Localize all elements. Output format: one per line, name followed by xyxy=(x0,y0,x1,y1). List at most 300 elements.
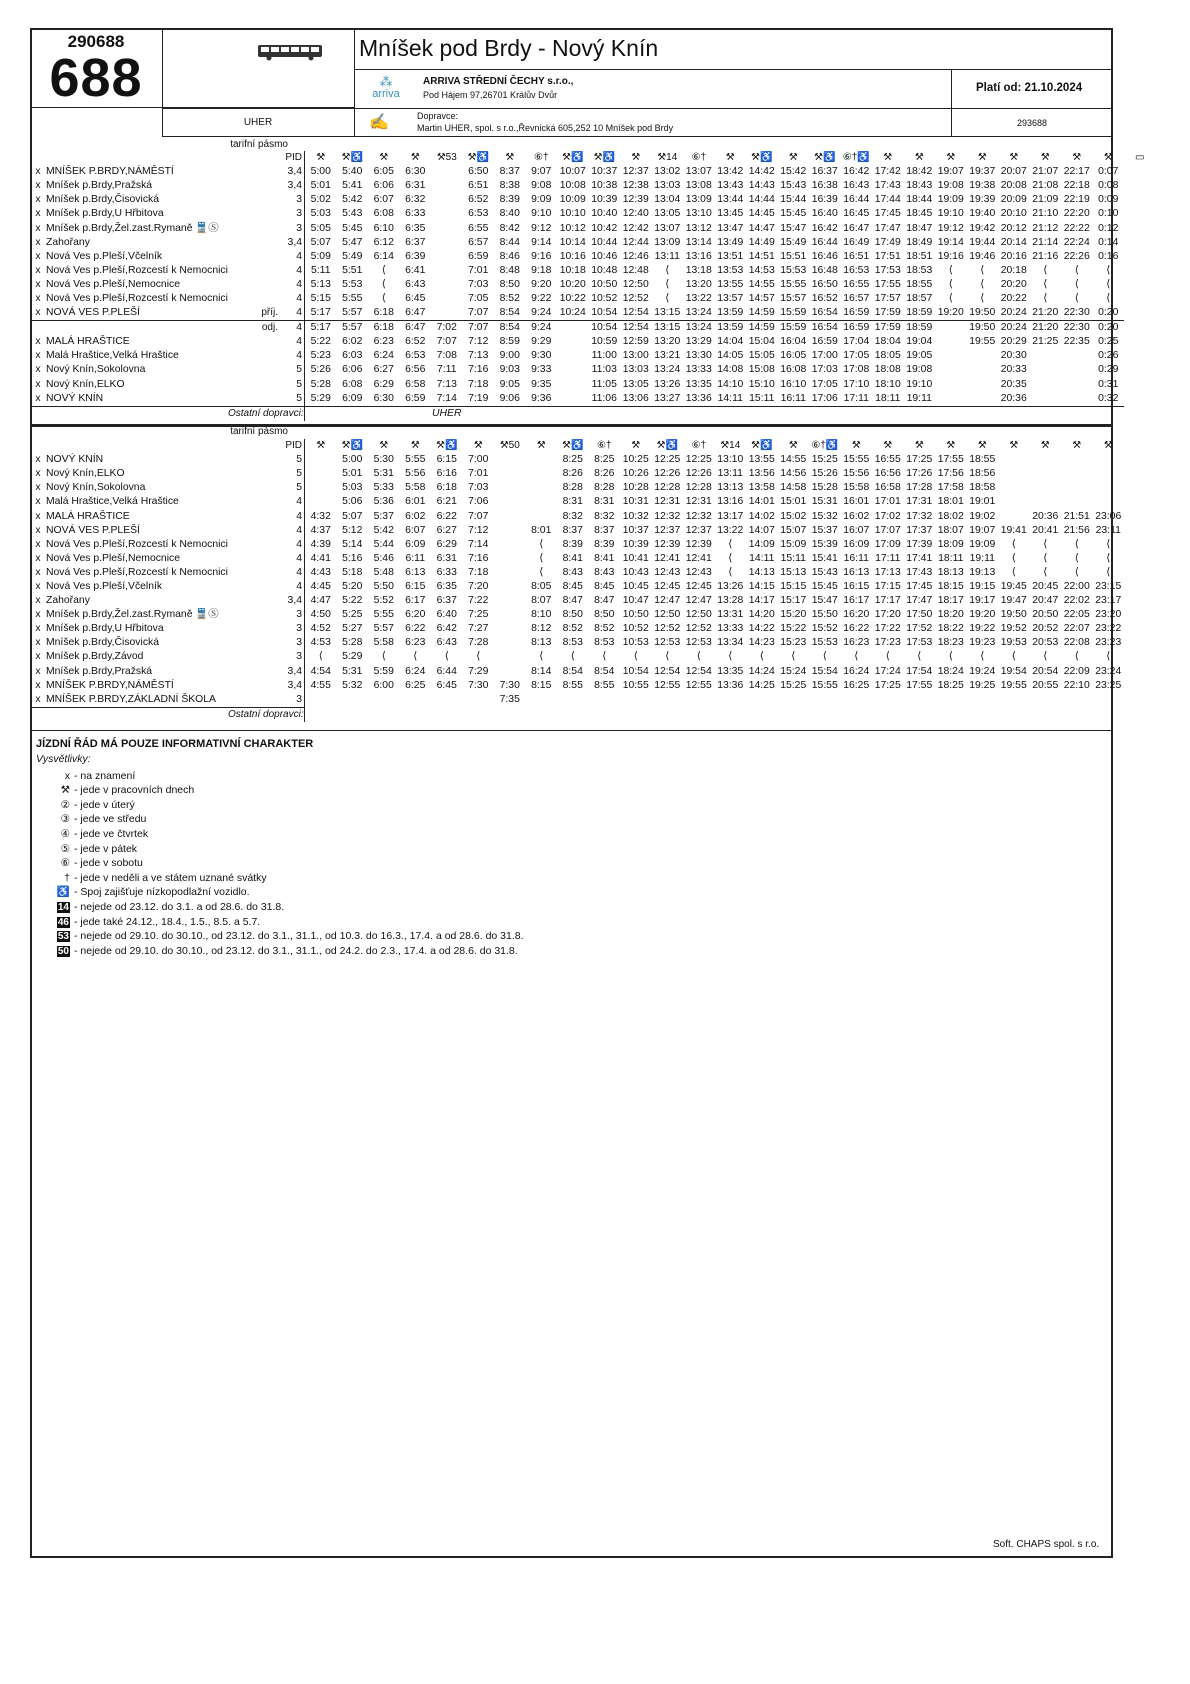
departure-time: ⟨ xyxy=(1074,566,1079,578)
departure-time xyxy=(746,693,778,708)
departure-time: 20:52 xyxy=(1032,623,1059,635)
departure-time: 5:26 xyxy=(310,364,331,376)
departure-time xyxy=(305,495,337,509)
departure-time: 5:00 xyxy=(342,454,363,466)
departure-time: 5:40 xyxy=(342,166,363,178)
stop-name: Nový Knín,ELKO xyxy=(46,378,125,390)
tariff-zone: 5 xyxy=(278,467,305,481)
departure-time: 5:09 xyxy=(310,250,331,262)
stop-name: MNÍŠEK P.BRDY,NÁMĚSTÍ xyxy=(46,679,174,691)
departure-time: 14:17 xyxy=(748,595,775,607)
departure-time: 13:49 xyxy=(717,236,744,248)
trip-symbol: ⚒ xyxy=(316,440,326,452)
arr-dep-label xyxy=(228,250,278,264)
departure-time xyxy=(1061,349,1093,363)
departure-time: 7:20 xyxy=(468,580,489,592)
departure-time: 10:42 xyxy=(591,222,618,234)
legend-title: Vysvětlivky: xyxy=(36,753,91,765)
departure-time: 4:52 xyxy=(310,623,331,635)
legend-item xyxy=(36,769,524,784)
departure-time: 15:31 xyxy=(811,496,838,508)
departure-time: 0:20 xyxy=(1098,307,1119,319)
departure-time: 16:45 xyxy=(843,208,870,220)
departure-time: 15:13 xyxy=(780,566,807,578)
departure-time: 9:06 xyxy=(499,392,520,404)
departure-time: 17:00 xyxy=(811,350,838,362)
departure-time: 8:52 xyxy=(594,623,615,635)
departure-time: 4:41 xyxy=(310,552,331,564)
departure-time: 10:14 xyxy=(559,236,586,248)
departure-time: 18:58 xyxy=(969,482,996,494)
departure-time: 19:39 xyxy=(969,194,996,206)
departure-time: 19:47 xyxy=(1000,595,1027,607)
request-stop-mark: x xyxy=(35,468,41,480)
arr-dep-label xyxy=(228,524,278,538)
departure-time: 17:55 xyxy=(906,679,933,691)
line-number-box xyxy=(30,28,163,108)
stop-name: Nový Knín,ELKO xyxy=(46,468,125,480)
departure-time: 19:23 xyxy=(969,637,996,649)
departure-time: 18:56 xyxy=(969,468,996,480)
departure-time: 19:38 xyxy=(969,180,996,192)
tariff-zone: 4 xyxy=(278,335,305,349)
trip-symbol: ⚒ xyxy=(410,152,420,164)
departure-time: 17:32 xyxy=(906,510,933,522)
departure-time: 23:17 xyxy=(1095,595,1122,607)
departure-time xyxy=(998,509,1030,523)
departure-time: 12:54 xyxy=(620,321,652,336)
departure-time: 17:43 xyxy=(906,566,933,578)
departure-time: 5:58 xyxy=(373,637,394,649)
departure-time: ⟨ xyxy=(1106,566,1111,578)
departure-time: 18:53 xyxy=(906,264,933,276)
departure-time: 17:59 xyxy=(874,307,901,319)
departure-time: 5:57 xyxy=(337,321,369,336)
line-code: 290688 xyxy=(67,32,125,51)
departure-time: 12:25 xyxy=(654,454,681,466)
departure-time: 6:22 xyxy=(405,623,426,635)
legend-box-symbol: 14 xyxy=(57,901,69,913)
departure-time: 19:10 xyxy=(937,208,964,220)
departure-time xyxy=(431,264,463,278)
departure-time: 20:36 xyxy=(1000,392,1027,404)
departure-time xyxy=(494,650,526,664)
departure-time: 18:04 xyxy=(874,336,901,348)
departure-time: 16:57 xyxy=(843,292,870,304)
departure-time: 6:14 xyxy=(373,250,394,262)
departure-time: 18:01 xyxy=(937,496,964,508)
departure-time: 15:11 xyxy=(749,392,775,404)
table-row xyxy=(30,292,1156,306)
departure-time: 5:58 xyxy=(405,482,426,494)
departure-time: 20:53 xyxy=(1032,637,1059,649)
arr-dep-label xyxy=(228,179,278,193)
departure-time xyxy=(1093,495,1125,509)
departure-time xyxy=(431,278,463,292)
stop-name: Nový Knín,Sokolovna xyxy=(46,482,146,494)
departure-time: 8:43 xyxy=(562,566,583,578)
departure-time: 20:22 xyxy=(1000,292,1027,304)
departure-time xyxy=(683,693,715,708)
departure-time: 17:04 xyxy=(843,336,870,348)
other-carrier xyxy=(557,406,589,421)
departure-time: ⟨ xyxy=(381,651,386,663)
departure-time: 17:51 xyxy=(874,250,901,262)
departure-time: ⟨ xyxy=(476,651,481,663)
trip-symbol: ⚒♿ xyxy=(751,440,773,452)
departure-time: 8:38 xyxy=(499,180,520,192)
departure-time: 12:46 xyxy=(622,250,649,262)
trip-symbol: ⚒♿ xyxy=(436,440,458,452)
departure-time: 12:41 xyxy=(654,552,681,564)
trip-symbol: ⚒ xyxy=(473,440,483,452)
trip-symbol: ⚒ xyxy=(536,440,546,452)
departure-time: 19:13 xyxy=(969,566,996,578)
trip-symbol: ⚒ xyxy=(725,152,735,164)
departure-time: 16:22 xyxy=(843,623,870,635)
departure-time: 12:52 xyxy=(654,623,681,635)
departure-time: 8:28 xyxy=(562,482,583,494)
legend-item xyxy=(36,885,524,900)
departure-time: 14:15 xyxy=(748,580,775,592)
other-carrier xyxy=(620,406,652,421)
departure-time xyxy=(526,453,558,467)
departure-time: 18:47 xyxy=(906,222,933,234)
trip-symbol: ⚒ xyxy=(1009,152,1019,164)
departure-time: 12:45 xyxy=(685,580,712,592)
departure-time: 8:50 xyxy=(562,609,583,621)
departure-time: 14:10 xyxy=(717,378,744,390)
departure-time: 4:47 xyxy=(310,595,331,607)
departure-time: 21:14 xyxy=(1032,236,1059,248)
departure-time: 17:24 xyxy=(874,665,901,677)
table-row xyxy=(30,236,1156,250)
departure-time: 6:05 xyxy=(373,166,394,178)
trip-symbol: ⚒♿ xyxy=(341,152,363,164)
blank xyxy=(46,151,228,165)
trip-symbol: ⚒ xyxy=(788,152,798,164)
departure-time: 6:47 xyxy=(405,307,426,319)
departure-time: 18:08 xyxy=(874,364,901,376)
arr-dep-label xyxy=(228,392,278,407)
blank xyxy=(30,439,46,453)
arr-dep-label xyxy=(228,467,278,481)
departure-time: 18:09 xyxy=(937,538,964,550)
informative-note: JÍZDNÍ ŘÁD MÁ POUZE INFORMATIVNÍ CHARAKTER xyxy=(36,738,314,750)
departure-time: 5:11 xyxy=(311,264,331,276)
trip-symbol: ⚒ xyxy=(977,152,987,164)
departure-time: 5:14 xyxy=(342,538,363,550)
departure-time: 8:39 xyxy=(499,194,520,206)
departure-time: 7:35 xyxy=(499,693,520,705)
request-stop-mark: x xyxy=(35,378,41,390)
departure-time xyxy=(778,693,810,708)
departure-time: 18:59 xyxy=(906,307,933,319)
other-carrier xyxy=(1061,406,1093,421)
departure-time: 16:02 xyxy=(843,510,870,522)
departure-time: 10:20 xyxy=(559,278,586,290)
carrier-short: UHER xyxy=(243,117,273,128)
stop-name: Mníšek p.Brdy,U Hřbitova xyxy=(46,208,164,220)
legend-text: - Spoj zajišťuje nízkopodlažní vozidlo. xyxy=(74,886,250,899)
departure-time: 16:54 xyxy=(809,321,841,336)
departure-time: 18:59 xyxy=(904,321,936,336)
legend-text: - nejede od 29.10. do 30.10., od 23.12. do 3.1., 31.1., od 24.2. do 2.3., 17.4. a od 28.6. do 31.8. xyxy=(74,944,518,957)
departure-time: 13:03 xyxy=(654,180,681,192)
departure-time: 12:37 xyxy=(622,166,649,178)
arr-dep-label xyxy=(228,636,278,650)
trip-symbol: ⚒ xyxy=(1103,440,1113,452)
departure-time: 23:24 xyxy=(1095,665,1122,677)
tariff-zone: 4 xyxy=(278,292,305,306)
arr-dep-label: odj. xyxy=(228,321,278,336)
departure-time: 23:20 xyxy=(1095,609,1122,621)
departure-time: 21:16 xyxy=(1032,250,1059,262)
arr-dep-label xyxy=(228,378,278,392)
departure-time xyxy=(998,693,1030,708)
departure-time xyxy=(494,495,526,509)
departure-time: 8:37 xyxy=(499,166,520,178)
departure-time: 19:46 xyxy=(969,250,996,262)
departure-time: 17:02 xyxy=(874,510,901,522)
arr-dep-label xyxy=(228,193,278,207)
departure-time xyxy=(431,193,463,207)
departure-time: 8:26 xyxy=(594,468,615,480)
departure-time: 13:07 xyxy=(654,222,681,234)
departure-time: 8:07 xyxy=(531,595,552,607)
departure-time: 16:05 xyxy=(780,350,807,362)
departure-time: 18:15 xyxy=(937,580,964,592)
departure-time: 8:41 xyxy=(562,552,583,564)
departure-time: 5:50 xyxy=(373,580,394,592)
request-stop-mark: x xyxy=(35,609,41,621)
departure-time: 14:55 xyxy=(748,278,775,290)
departure-time xyxy=(1030,349,1062,363)
departure-time: 19:22 xyxy=(969,623,996,635)
table-row xyxy=(30,264,1156,278)
departure-time: 10:45 xyxy=(622,580,649,592)
departure-time: 10:07 xyxy=(559,166,586,178)
departure-time: 13:36 xyxy=(685,392,712,404)
departure-time: 18:17 xyxy=(937,595,964,607)
departure-time: 8:53 xyxy=(562,637,583,649)
departure-time: 22:30 xyxy=(1063,307,1090,319)
departure-time: ⟨ xyxy=(1043,538,1048,550)
departure-time: 9:29 xyxy=(531,336,552,348)
legend-symbol: ⑥ xyxy=(60,857,70,870)
departure-time: 16:15 xyxy=(843,580,870,592)
tariff-zone: 3 xyxy=(278,622,305,636)
departure-time: 19:05 xyxy=(906,350,933,362)
departure-time: 6:20 xyxy=(405,609,426,621)
tariff-zone: 3 xyxy=(278,650,305,664)
tariff-zone: 5 xyxy=(278,378,305,392)
departure-time: 8:10 xyxy=(531,609,552,621)
departure-time: 10:54 xyxy=(589,321,621,336)
departure-time xyxy=(494,622,526,636)
departure-time xyxy=(494,552,526,566)
departure-time: 13:11 xyxy=(654,250,680,262)
departure-time: 19:10 xyxy=(906,378,933,390)
request-stop-mark: x xyxy=(35,538,41,550)
departure-time: 19:41 xyxy=(1000,524,1027,536)
departure-time: ⟨ xyxy=(728,538,733,550)
departure-time: 9:12 xyxy=(531,222,552,234)
departure-time: 18:23 xyxy=(937,637,964,649)
carrier-code-box xyxy=(951,108,1113,137)
departure-time: 18:55 xyxy=(969,454,996,466)
departure-time: 8:55 xyxy=(562,679,583,691)
departure-time: 5:49 xyxy=(342,250,363,262)
zone-header-out: tarifní pásmo xyxy=(230,139,288,150)
departure-time: 16:11 xyxy=(780,392,806,404)
departure-time: 16:59 xyxy=(841,321,873,336)
departure-time: 6:33 xyxy=(405,208,426,220)
departure-time: 5:05 xyxy=(310,222,331,234)
departure-time: 14:20 xyxy=(748,609,775,621)
departure-time: 6:58 xyxy=(405,378,426,390)
departure-time xyxy=(935,392,967,407)
legend-text: - jede v pracovních dnech xyxy=(74,784,195,797)
departure-time: 15:43 xyxy=(811,566,838,578)
departure-time: 20:09 xyxy=(1000,194,1027,206)
legend-text: - jede také 24.12., 18.4., 1.5., 8.5. a 5.7. xyxy=(74,915,261,928)
departure-time: ⟨ xyxy=(1074,651,1079,663)
departure-time: 8:52 xyxy=(562,623,583,635)
departure-time: 9:24 xyxy=(526,321,558,336)
blank xyxy=(46,406,228,421)
departure-time xyxy=(400,693,432,708)
departure-time xyxy=(305,467,337,481)
departure-time: 8:44 xyxy=(499,236,520,248)
legend-symbol: ⚒ xyxy=(60,784,70,797)
departure-time: 17:56 xyxy=(937,468,964,480)
request-stop-mark: x xyxy=(35,524,41,536)
trip-symbol: ⚒ xyxy=(631,440,641,452)
departure-time: 17:08 xyxy=(843,364,870,376)
departure-time: 12:41 xyxy=(685,552,712,564)
departure-time: 13:26 xyxy=(717,580,744,592)
legend-text: - nejede od 29.10. do 30.10., od 23.12. do 3.1., 31.1., od 10.3. do 16.3., 17.4. a od 28.6. do 31.8. xyxy=(74,930,524,943)
trip-symbol: ⚒50 xyxy=(499,440,520,452)
departure-time: 15:07 xyxy=(780,524,807,536)
departure-time: 7:19 xyxy=(468,392,489,404)
departure-time: 6:59 xyxy=(405,392,426,404)
departure-time: ⟨ xyxy=(1043,651,1048,663)
departure-time: 8:48 xyxy=(499,264,520,276)
departure-time: 18:13 xyxy=(937,566,964,578)
departure-time: 21:51 xyxy=(1063,510,1090,522)
departure-time: 13:18 xyxy=(685,264,712,276)
departure-time: 22:20 xyxy=(1063,208,1090,220)
departure-time: 13:05 xyxy=(622,378,649,390)
departure-time: 16:56 xyxy=(874,468,901,480)
departure-time xyxy=(494,538,526,552)
departure-time: 7:30 xyxy=(499,679,520,691)
departure-time: 10:59 xyxy=(591,336,618,348)
tariff-zone: 5 xyxy=(278,481,305,495)
departure-time: 12:55 xyxy=(654,679,681,691)
departure-time: 5:27 xyxy=(342,623,363,635)
departure-time: 15:51 xyxy=(780,250,807,262)
stop-name: Nová Ves p.Pleší,Včelník xyxy=(46,580,163,592)
departure-time: 5:37 xyxy=(373,510,394,522)
departure-time: 18:49 xyxy=(906,236,933,248)
departure-time: 7:13 xyxy=(436,378,457,390)
departure-time: 8:46 xyxy=(499,250,520,262)
departure-time: 14:44 xyxy=(748,194,775,206)
departure-time: 10:46 xyxy=(591,250,618,262)
departure-time: ⟨ xyxy=(381,278,386,290)
departure-time: 16:40 xyxy=(811,208,838,220)
departure-time: 8:39 xyxy=(562,538,583,550)
tariff-zone: 4 xyxy=(278,306,305,321)
departure-time: 16:44 xyxy=(843,194,870,206)
departure-time: 5:02 xyxy=(310,194,331,206)
departure-time: 7:06 xyxy=(468,496,489,508)
departure-time: 16:39 xyxy=(811,194,838,206)
table-row xyxy=(30,594,1124,608)
table-row xyxy=(30,392,1156,407)
departure-time: 17:53 xyxy=(874,264,901,276)
departure-time: 5:33 xyxy=(373,482,394,494)
departure-time: 14:47 xyxy=(748,222,775,234)
departure-time: 23:06 xyxy=(1095,510,1122,522)
departure-time: 9:10 xyxy=(531,208,552,220)
departure-time: 6:32 xyxy=(405,194,426,206)
departure-time: 15:47 xyxy=(780,222,807,234)
departure-time: 17:37 xyxy=(906,524,933,536)
departure-time: 15:02 xyxy=(780,510,807,522)
departure-time: 6:43 xyxy=(405,278,426,290)
departure-time: 15:52 xyxy=(811,623,838,635)
departure-time: 5:57 xyxy=(342,307,363,319)
departure-time: 7:02 xyxy=(431,321,463,336)
departure-time: 5:03 xyxy=(342,482,363,494)
departure-time: 20:08 xyxy=(1000,180,1027,192)
legend-item xyxy=(36,812,524,827)
stop-name: NOVÝ KNÍN xyxy=(46,392,104,404)
trip-symbol: ⚒ xyxy=(1009,440,1019,452)
tariff-zone: 3 xyxy=(278,636,305,650)
departure-time: 4:45 xyxy=(310,580,331,592)
arr-dep-label xyxy=(228,650,278,664)
departure-time: 6:53 xyxy=(468,208,489,220)
arr-dep-label xyxy=(228,278,278,292)
departure-time: 6:44 xyxy=(436,665,457,677)
departure-time xyxy=(557,363,589,377)
departure-time: 9:09 xyxy=(531,194,552,206)
departure-time: ⟨ xyxy=(1043,264,1048,276)
departure-time: 10:28 xyxy=(622,482,649,494)
arr-dep-label xyxy=(228,665,278,679)
departure-time: 12:59 xyxy=(622,336,649,348)
departure-time: 6:43 xyxy=(436,637,457,649)
table-row xyxy=(30,321,1156,336)
trip-symbol: ⚒ xyxy=(316,152,326,164)
departure-time: 13:10 xyxy=(685,208,712,220)
departure-time: 12:39 xyxy=(622,194,649,206)
departure-time: 10:37 xyxy=(622,524,649,536)
departure-time: 17:11 xyxy=(843,392,869,404)
departure-time: 20:24 xyxy=(1000,307,1027,319)
table-row xyxy=(30,193,1156,207)
table-row xyxy=(30,349,1156,363)
departure-time: ⟨ xyxy=(413,651,418,663)
carrier-short-box xyxy=(162,108,355,137)
departure-time: 0:09 xyxy=(1098,194,1119,206)
departure-time: 15:54 xyxy=(811,665,838,677)
